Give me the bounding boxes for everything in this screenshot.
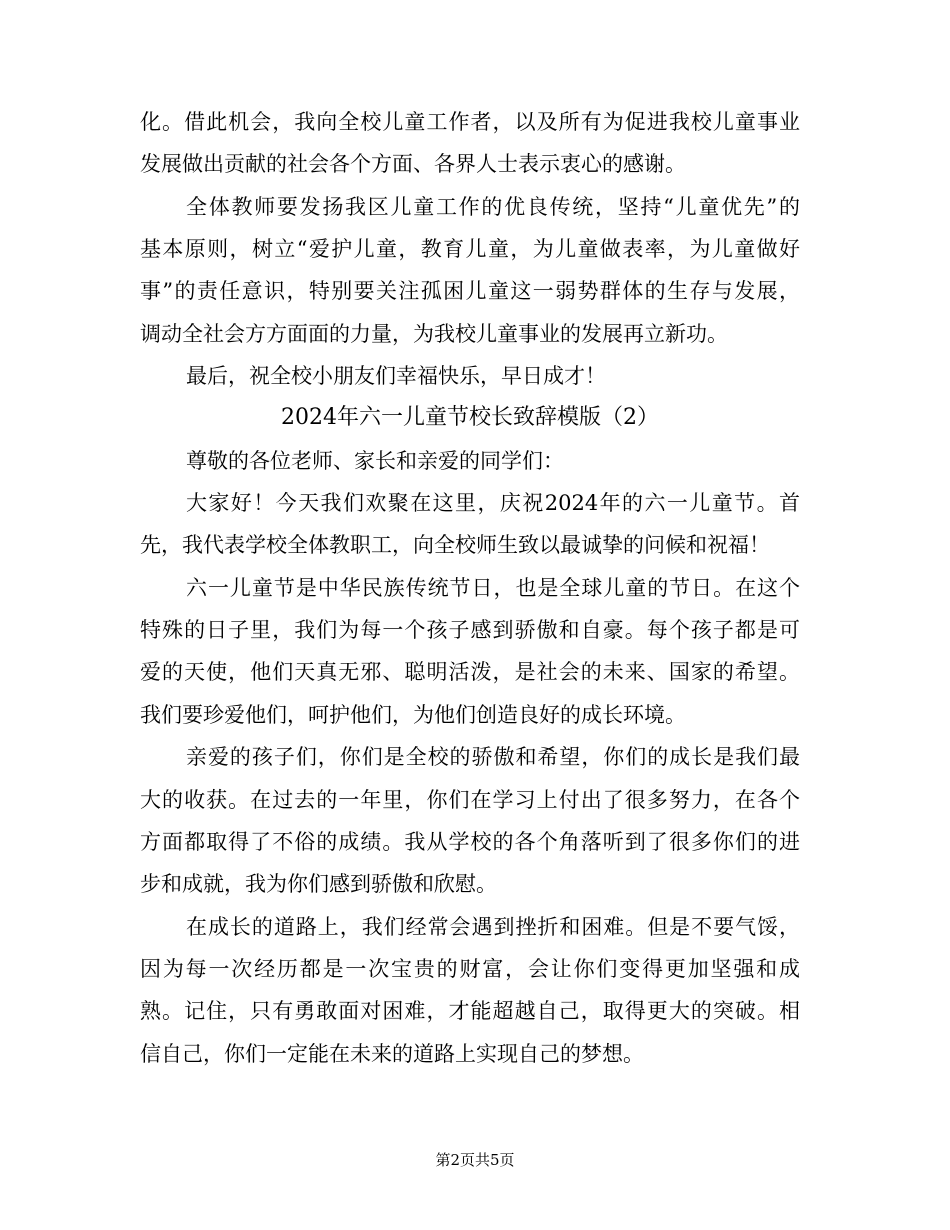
text-line: 发展做出贡献的社会各个方面、各界人士表示衷心的感谢。 bbox=[140, 152, 686, 177]
text-line: 我们要珍爱他们，呵护他们，为他们创造良好的成长环境。 bbox=[140, 702, 686, 727]
text-line: 六一儿童节是中华民族传统节日，也是全球儿童的节日。在这个 bbox=[186, 575, 800, 600]
text-line: 最后，祝全校小朋友们幸福快乐，早日成才！ bbox=[186, 364, 606, 389]
text-line: 在成长的道路上，我们经常会遇到挫折和困难。但是不要气馁， bbox=[186, 914, 800, 939]
text-line: 先，我代表学校全体教职工，向全校师生致以最诚挚的问候和祝福！ bbox=[140, 533, 770, 558]
text-line: 熟。记住，只有勇敢面对困难，才能超越自己，取得更大的突破。相 bbox=[140, 999, 800, 1024]
text-line: 方面都取得了不俗的成绩。我从学校的各个角落听到了很多你们的进 bbox=[140, 829, 800, 854]
text-line: 尊敬的各位老师、家长和亲爱的同学们： bbox=[186, 448, 564, 473]
text-line: 步和成就，我为你们感到骄傲和欣慰。 bbox=[140, 872, 497, 897]
text-line: 大家好！今天我们欢聚在这里，庆祝2024年的六一儿童节。首 bbox=[186, 491, 800, 516]
text-line: 爱的天使，他们天真无邪、聪明活泼，是社会的未来、国家的希望。 bbox=[140, 660, 800, 685]
text-line: 信自己，你们一定能在未来的道路上实现自己的梦想。 bbox=[140, 1041, 644, 1066]
document-body bbox=[140, 101, 800, 1075]
text-line: 化。借此机会，我向全校儿童工作者，以及所有为促进我校儿童事业 bbox=[140, 110, 800, 134]
text-line: 因为每一次经历都是一次宝贵的财富，会让你们变得更加坚强和成 bbox=[140, 956, 800, 981]
text-line: 事”的责任意识，特别要关注孤困儿童这一弱势群体的生存与发展， bbox=[140, 279, 800, 304]
text-line: 调动全社会方方面面的力量，为我校儿童事业的发展再立新功。 bbox=[140, 321, 728, 346]
page-number: 第2页共5页 bbox=[435, 1151, 515, 1169]
text-line: 亲爱的孩子们，你们是全校的骄傲和希望，你们的成长是我们最 bbox=[186, 745, 800, 770]
text-line: 基本原则，树立“爱护儿童，教育儿童，为儿童做表率，为儿童做好 bbox=[140, 237, 800, 262]
text-line: 全体教师要发扬我区儿童工作的优良传统，坚持“儿童优先”的 bbox=[186, 194, 800, 219]
section-title: 2024年六一儿童节校长致辞模版（2） bbox=[281, 405, 659, 431]
text-line: 大的收获。在过去的一年里，你们在学习上付出了很多努力，在各个 bbox=[140, 787, 800, 812]
text-line: 特殊的日子里，我们为每一个孩子感到骄傲和自豪。每个孩子都是可 bbox=[140, 618, 800, 643]
